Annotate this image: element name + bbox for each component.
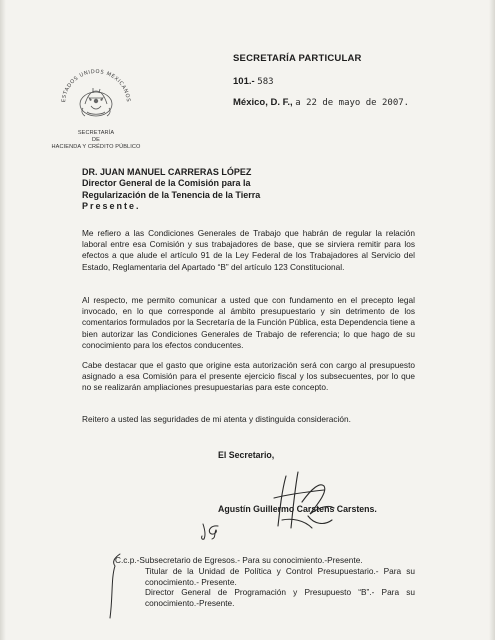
place-and-date (233, 97, 409, 108)
presente-label: Presente. (82, 200, 141, 211)
addressee-title-line: Director General de la Comisión para la (82, 178, 251, 189)
body-paragraph: Reitero a usted las seguridades de mi atenta y distinguida consideración. (82, 414, 351, 424)
copies-block (115, 555, 415, 609)
place: México, D. F., (233, 97, 293, 108)
seal-caption-line: DE (92, 137, 100, 143)
handwritten-signature (268, 468, 348, 534)
office-title: SECRETARÍA PARTICULAR (233, 53, 362, 64)
seal-ring-text: ESTADOS UNIDOS MEXICANOS (61, 68, 131, 103)
addressee-title-line: Regularización de la Tenencia de la Tierra (82, 189, 261, 200)
closing-title: El Secretario, (218, 450, 275, 460)
scan-edge-right (489, 0, 495, 640)
cc-line: Titular de la Unidad de Política y Control Presupuestario.- Para su conocimiento.- Presente. (145, 565, 415, 587)
cc-line: Director General de Programación y Presupuesto “B”.- Para su conocimiento.-Presente. (145, 587, 415, 609)
svg-text:ESTADOS UNIDOS MEXICANOS (61, 69, 131, 103)
seal-caption-line: SECRETARÍA (77, 130, 115, 136)
addressee-block (82, 167, 422, 212)
document-number (233, 76, 274, 87)
addressee-name: DR. JUAN MANUEL CARRERAS LÓPEZ (82, 167, 252, 177)
body-paragraph: Cabe destacar que el gasto que origine esta autorización será con cargo al presupuesto asignado a esa Comisión para el presente ejercicio fiscal y los subsecuentes, por lo que no se realizarán ampliaciones presupuestarias para este concepto. (82, 360, 415, 393)
seal-caption (40, 130, 152, 151)
document-number-value: 583 (257, 77, 274, 87)
body-paragraph: Al respecto, me permito comunicar a usted que con fundamento en el precepto legal invocado, en lo que corresponde al ámbito presupuestario y sin detrimento de los comentarios formulados por la Secretaría de la Función Pública, esta Dependencia tiene a bien autorizar las Condiciones Generales de Trabajo de referencia; lo que hago de su conocimiento para los efectos conducentes. (82, 295, 415, 350)
signer-name: Agustín Guillermo Carstens Carstens. (218, 504, 377, 514)
mexican-coat-of-arms-seal (57, 60, 135, 130)
seal-caption-line: HACIENDA Y CRÉDITO PÚBLICO (51, 144, 141, 150)
document-number-label: 101.- (233, 76, 255, 87)
handwritten-initials (200, 521, 222, 541)
cc-line: C.c.p.-Subsecretario de Egresos.- Para su conocimiento.-Presente. (115, 555, 363, 565)
initials-text: JG (200, 521, 202, 522)
date: a 22 de mayo de 2007. (295, 98, 410, 108)
scan-edge-left (0, 0, 6, 640)
body-paragraph: Me refiero a las Condiciones Generales de Trabajo que habrán de regular la relación laboral entre esa Comisión y sus trabajadores de base, que se sirviera remitir para los efectos a que alude el artículo 91 de la Ley Federal de los Trabajadores al Servicio del Estado, Reglamentaria del Apartado “B” del artículo 123 Constitucional. (82, 228, 415, 272)
